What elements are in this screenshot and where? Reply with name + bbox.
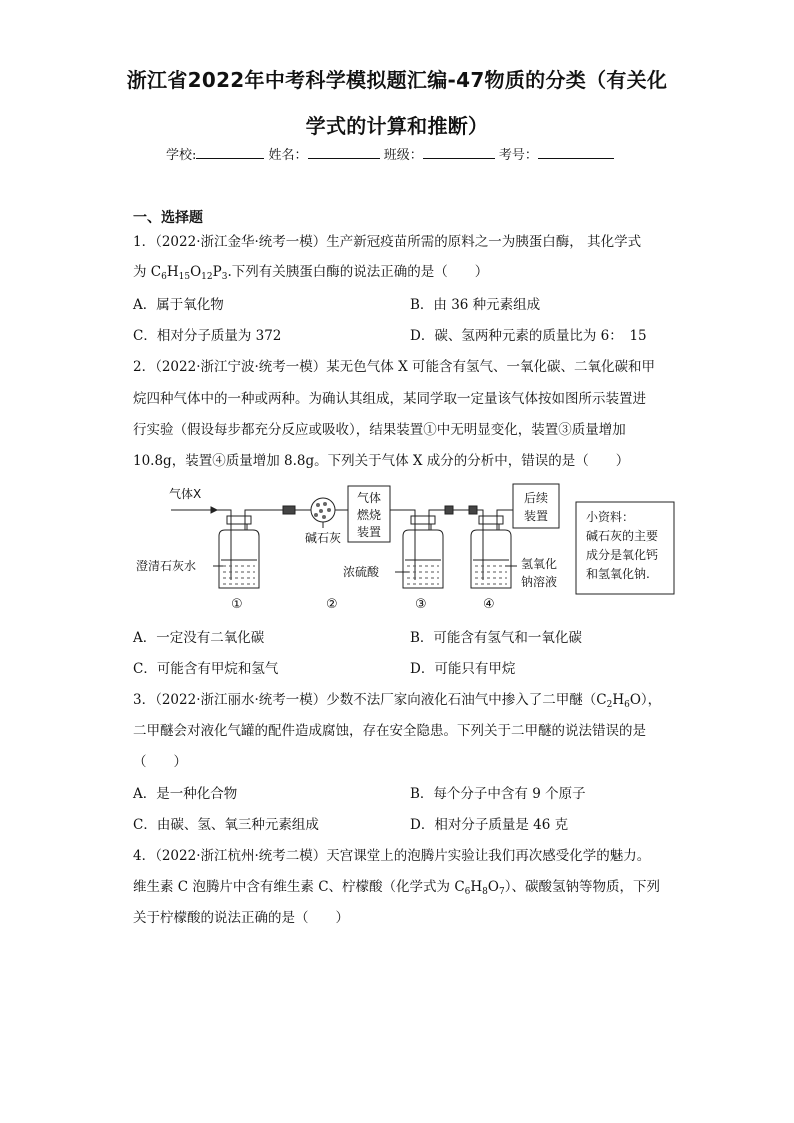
subscript: 7 <box>498 887 505 897</box>
q4-line-2 <box>133 877 660 897</box>
formula-h: H <box>612 692 625 708</box>
formula-h: H <box>470 879 483 895</box>
class-blank[interactable] <box>423 146 495 159</box>
connector-4 <box>469 506 477 514</box>
subscript: 6 <box>161 272 167 282</box>
q3-line-2: 二甲醚会对液化气罐的配件造成腐蚀，存在安全隐患。下列关于二甲醚的说法错误的是 <box>133 723 646 739</box>
name-blank[interactable] <box>308 146 380 159</box>
note-line-4: 和氢氧化钠. <box>586 567 650 581</box>
subscript: 8 <box>482 887 488 897</box>
q2-option-b[interactable]: B．可能含有氢气和一氧化碳 <box>410 630 582 646</box>
label-1: ① <box>231 597 243 612</box>
note-line-3: 成分是氧化钙 <box>586 548 659 562</box>
section-title: 一、选择题 <box>133 210 203 226</box>
naoh-label-2: 钠溶液 <box>521 575 558 589</box>
limewater-label: 澄清石灰水 <box>136 559 197 573</box>
burn-label-3: 装置 <box>357 525 382 539</box>
formula-h: H <box>166 264 179 280</box>
q1-option-b[interactable]: B．由 36 种元素组成 <box>410 297 541 313</box>
h2so4-label: 浓硫酸 <box>343 565 380 579</box>
bottle-3-sulfuric-acid <box>403 516 443 588</box>
formula-o: O <box>487 879 499 895</box>
student-info-row <box>166 144 614 163</box>
q1-option-d[interactable]: D．碳、氢两种元素的质量比为 6： 15 <box>410 328 647 344</box>
q3-option-c[interactable]: C．由碳、氢、氧三种元素组成 <box>133 817 319 833</box>
q1-text: 为 C <box>133 264 162 280</box>
bottle-4-naoh <box>471 516 511 588</box>
note-line-2: 碱石灰的主要 <box>586 529 659 543</box>
q2-option-c[interactable]: C．可能含有甲烷和氢气 <box>133 661 279 677</box>
q4-line-3: 关于柠檬酸的说法正确的是（ ） <box>133 910 349 926</box>
subscript: 6 <box>624 700 630 710</box>
number-label: 考号： <box>498 148 538 163</box>
subscript: 3 <box>221 272 228 282</box>
formula-p: P <box>212 264 222 280</box>
q1-line-1: 1．（2022·浙江金华·统考一模）生产新冠疫苗所需的原料之一为胰蛋白酶， 其化学式 <box>133 234 642 250</box>
q4-text: 维生素 C 泡腾片中含有维生素 C、柠檬酸（化学式为 C <box>133 879 465 895</box>
connector-3 <box>445 506 453 514</box>
q2-line-3: 行实验（假设每步都充分反应或吸收），结果装置①中无明显变化，装置③质量增加 <box>133 422 626 438</box>
subscript: 2 <box>606 700 613 710</box>
q3-line-3: （ ） <box>133 754 187 770</box>
school-label: 学校: <box>166 148 197 163</box>
q3-option-b[interactable]: B．每个分子中含有 9 个原子 <box>410 786 586 802</box>
burn-label-2: 燃烧 <box>357 508 382 522</box>
class-label: 班级： <box>383 148 423 163</box>
q3-text: O）， <box>629 692 662 708</box>
school-blank[interactable] <box>196 146 264 159</box>
soda-lime-tube <box>283 498 348 522</box>
note-line-1: 小资料： <box>586 510 635 524</box>
bottle-1-limewater <box>219 516 259 588</box>
q3-line-1 <box>133 690 661 710</box>
title-line-1: 浙江省2022年中考科学模拟题汇编-47物质的分类（有关化 <box>126 68 668 92</box>
gas-x-label: 气体X <box>169 487 202 501</box>
subscript: 12 <box>201 272 213 282</box>
after-label-1: 后续 <box>524 491 549 505</box>
q4-text: ）、碳酸氢钠等物质，下列 <box>504 879 660 895</box>
q2-line-2: 烷四种气体中的一种或两种。为确认其组成，某同学取一定量该气体按如图所示装置进 <box>133 391 646 407</box>
label-2: ② <box>326 597 338 612</box>
label-4: ④ <box>483 597 495 612</box>
after-label-2: 装置 <box>524 509 549 523</box>
apparatus-diagram <box>133 480 678 616</box>
q1-line-2 <box>133 262 488 282</box>
burn-label-1: 气体 <box>357 491 382 505</box>
number-blank[interactable] <box>538 146 614 159</box>
naoh-label-1: 氢氧化 <box>521 557 558 571</box>
tube-in-4 <box>477 510 483 580</box>
label-3: ③ <box>415 597 427 612</box>
q2-line-1: 2．（2022·浙江宁波·统考一模）某无色气体 X 可能含有氢气、一氧化碳、二氧化碳和甲 <box>133 359 655 375</box>
q3-option-d[interactable]: D．相对分子质量是 46 克 <box>410 817 569 833</box>
q1-option-a[interactable]: A．属于氧化物 <box>133 297 224 313</box>
q2-option-a[interactable]: A．一定没有二氧化碳 <box>133 630 265 646</box>
q2-option-d[interactable]: D．可能只有甲烷 <box>410 661 516 677</box>
q3-text: 3．（2022·浙江丽水·统考一模）少数不法厂家向液化石油气中掺入了二甲醚（C <box>133 692 607 708</box>
subscript: 6 <box>464 887 471 897</box>
soda-lime-label: 碱石灰 <box>305 531 342 545</box>
formula-o: O <box>190 264 202 280</box>
q4-line-1: 4．（2022·浙江杭州·统考二模）天宫课堂上的泡腾片实验让我们再次感受化学的魅力。 <box>133 848 651 864</box>
q3-option-a[interactable]: A．是一种化合物 <box>133 786 238 802</box>
title-line-2: 学式的计算和推断） <box>305 114 489 138</box>
subscript: 15 <box>178 272 191 282</box>
arrow-head-icon <box>211 507 217 513</box>
name-label: 姓名： <box>268 148 308 163</box>
q2-line-4: 10.8g，装置④质量增加 8.8g。下列关于气体 X 成分的分析中，错误的是（ ） <box>133 453 630 469</box>
q1-text: .下列有关胰蛋白酶的说法正确的是（ ） <box>227 264 489 280</box>
q1-option-c[interactable]: C．相对分子质量为 372 <box>133 328 282 344</box>
